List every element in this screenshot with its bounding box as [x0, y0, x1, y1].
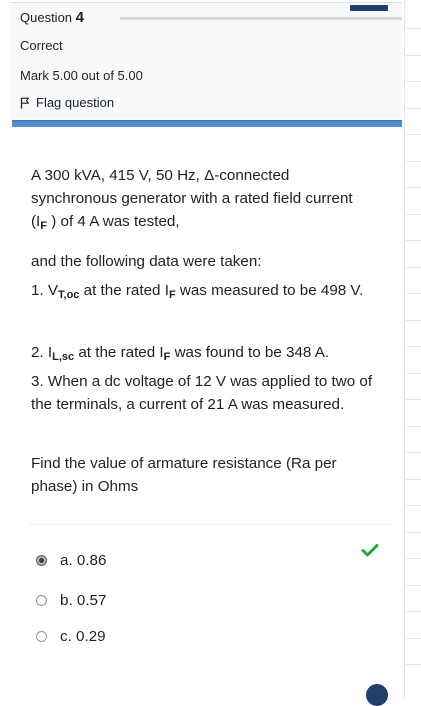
- intro-text: A 300 kVA, 415 V, 50 Hz, Δ-connected synchronous generator with a rated field current (I: [31, 167, 353, 230]
- radio[interactable]: [36, 631, 47, 642]
- intro-subscript: F: [40, 220, 48, 232]
- flag-question-link[interactable]: [20, 95, 114, 110]
- question-item-1: [31, 279, 393, 302]
- edge-tick: [406, 81, 421, 82]
- question-state: Correct: [20, 38, 63, 53]
- edge-tick: [406, 28, 421, 29]
- radio[interactable]: [36, 595, 47, 606]
- header-accent: [350, 5, 388, 11]
- edge-tick: [406, 55, 421, 56]
- item2-subscript-2: F: [163, 351, 171, 363]
- edge-tick: [406, 161, 421, 162]
- item1-subscript: T,oc: [58, 289, 80, 301]
- item2-mid: at the rated I: [74, 344, 164, 361]
- question-item-3: 3. When a dc voltage of 12 V was applied to two of the terminals, a current of 21 A was measured.: [31, 373, 373, 413]
- answer-label: a. 0.86: [60, 552, 107, 569]
- edge-tick: [406, 585, 421, 586]
- edge-tick: [406, 373, 421, 374]
- item1-prefix: 1. V: [31, 282, 59, 299]
- edge-tick: [406, 558, 421, 559]
- flag-label: Flag question: [36, 95, 115, 110]
- edge-line: [404, 0, 405, 700]
- answer-option-c[interactable]: [36, 628, 106, 645]
- edge-tick: [406, 320, 421, 321]
- edge-tick: [406, 505, 421, 506]
- question-prompt: Find the value of armature resistance (Ra per phase) in Ohms: [31, 455, 337, 495]
- scroll-indicator: [366, 684, 388, 706]
- edge-tick: [406, 134, 421, 135]
- question-divider-bar: [12, 120, 402, 127]
- edge-tick: [406, 267, 421, 268]
- answer-label: c. 0.29: [60, 628, 106, 645]
- edge-tick: [406, 214, 421, 215]
- header-rule: [120, 17, 402, 20]
- edge-tick: [406, 108, 421, 109]
- item2-end: was found to be 348 A.: [170, 344, 330, 361]
- edge-tick: [406, 240, 421, 241]
- item2-prefix: 2. I: [31, 344, 53, 361]
- answer-label: b. 0.57: [60, 592, 107, 609]
- question-info: [10, 2, 402, 119]
- intro-text-end: ) of 4 A was tested,: [47, 213, 180, 230]
- item1-subscript-2: F: [168, 289, 176, 301]
- edge-tick: [406, 452, 421, 453]
- edge-tick: [406, 532, 421, 533]
- question-followed: and the following data were taken:: [31, 253, 262, 270]
- question-number: 4: [75, 9, 85, 26]
- edge-tick: [406, 611, 421, 612]
- flag-icon: [20, 97, 30, 109]
- answer-divider: [30, 524, 392, 525]
- answer-option-a[interactable]: [36, 552, 106, 569]
- edge-tick: [406, 293, 421, 294]
- question-label: Question: [20, 10, 73, 25]
- page-edge-ruling: [404, 0, 421, 700]
- edge-tick: [406, 664, 421, 665]
- edge-tick: [406, 479, 421, 480]
- edge-tick: [406, 399, 421, 400]
- item2-subscript: L,sc: [52, 351, 75, 363]
- question-grade: Mark 5.00 out of 5.00: [20, 68, 143, 83]
- question-title: [20, 9, 84, 26]
- edge-tick: [406, 346, 421, 347]
- radio-selected[interactable]: [36, 555, 47, 566]
- item1-end: was measured to be 498 V.: [175, 282, 364, 299]
- edge-tick: [406, 187, 421, 188]
- answer-option-b[interactable]: [36, 592, 106, 609]
- question-item-2: [31, 341, 329, 364]
- question-intro: [31, 164, 361, 233]
- item1-mid: at the rated I: [79, 282, 169, 299]
- edge-tick: [406, 426, 421, 427]
- correct-check-icon: [361, 543, 379, 562]
- edge-tick: [406, 638, 421, 639]
